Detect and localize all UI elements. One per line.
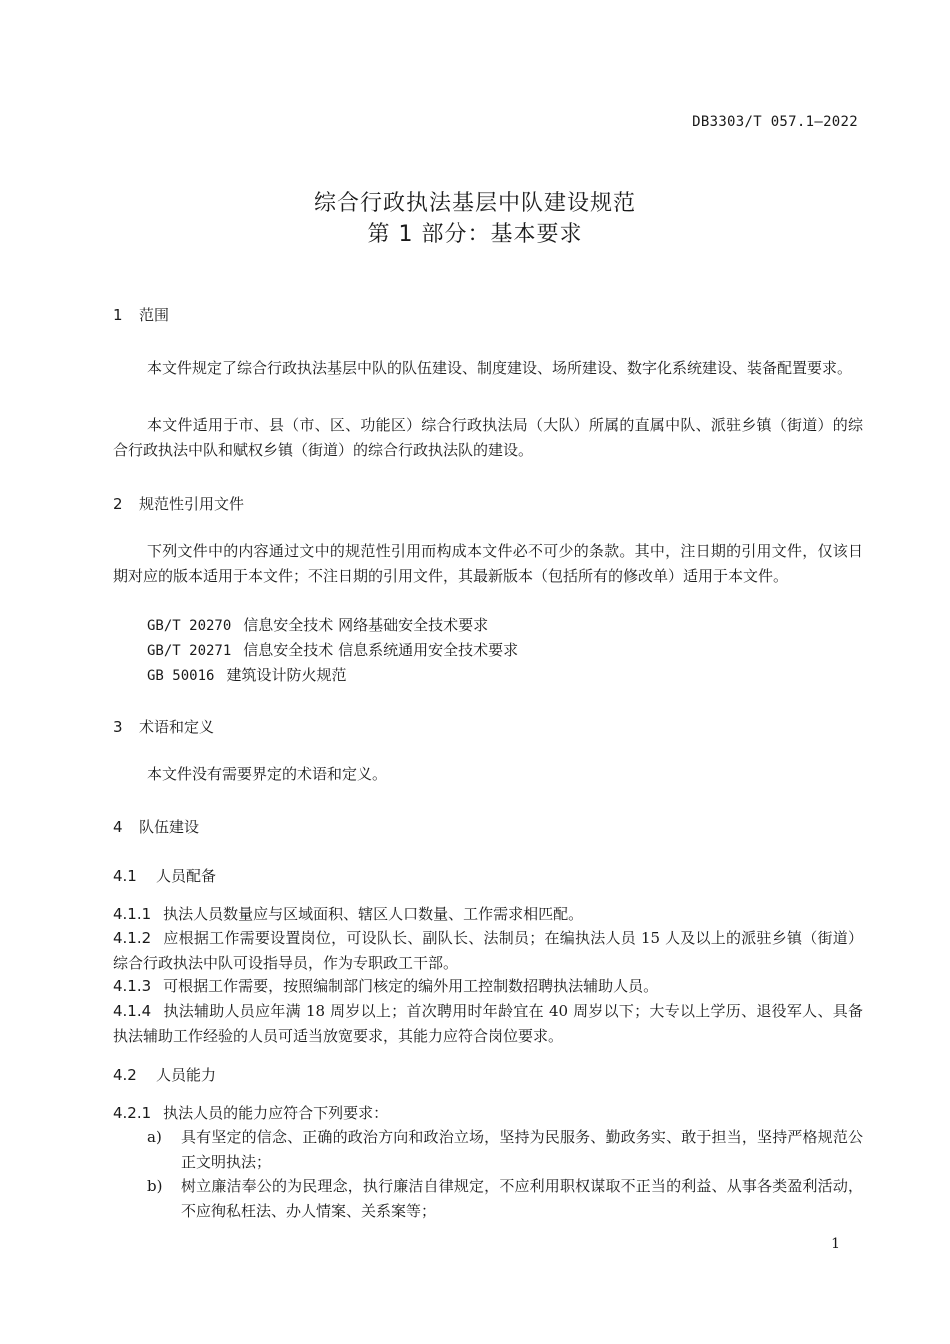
section-title: 术语和定义 bbox=[139, 718, 215, 736]
clause bbox=[113, 1101, 863, 1126]
clause-number: 4.1.3 bbox=[113, 977, 152, 995]
reference-item bbox=[147, 638, 518, 664]
clause-text: 可根据工作需要，按照编制部门核定的编外用工控制数招聘执法辅助人员。 bbox=[163, 977, 659, 995]
section-heading-team bbox=[113, 816, 199, 837]
list-item-text: 树立廉洁奉公的为民理念，执行廉洁自律规定，不应利用职权谋取不正当的利益、从事各类盈利活动，不应徇私枉法、办人情案、关系案等； bbox=[181, 1177, 863, 1220]
subsection-title: 人员配备 bbox=[156, 867, 217, 885]
section-number: 3 bbox=[113, 718, 123, 736]
clause bbox=[113, 902, 863, 927]
list-item bbox=[147, 1174, 863, 1224]
standard-number: DB3303/T 057.1—2022 bbox=[692, 114, 858, 130]
section-title: 规范性引用文件 bbox=[139, 495, 245, 513]
section-number: 2 bbox=[113, 495, 123, 513]
list-item-text: 具有坚定的信念、正确的政治方向和政治立场，坚持为民服务、勤政务实、敢于担当，坚持严格规范公正文明执法； bbox=[181, 1128, 863, 1171]
clause bbox=[113, 926, 863, 976]
section-title: 队伍建设 bbox=[139, 818, 200, 836]
document-title: 综合行政执法基层中队建设规范 bbox=[313, 191, 636, 216]
document-subtitle: 第 1 部分：基本要求 bbox=[367, 222, 583, 247]
section-heading-terms bbox=[113, 716, 214, 737]
subsection-number: 4.1 bbox=[113, 867, 137, 885]
clause-text: 执法人员的能力应符合下列要求： bbox=[163, 1104, 389, 1122]
reference-code: GB/T 20270 bbox=[147, 618, 232, 634]
clause-text: 执法人员数量应与区域面积、辖区人口数量、工作需求相匹配。 bbox=[163, 905, 584, 923]
paragraph: 本文件适用于市、县（市、区、功能区）综合行政执法局（大队）所属的直属中队、派驻乡镇（街道）的综合行政执法中队和赋权乡镇（街道）的综合行政执法队的建设。 bbox=[113, 416, 863, 459]
clause-number: 4.1.4 bbox=[113, 1002, 152, 1020]
clause bbox=[113, 974, 863, 999]
clause-number: 4.2.1 bbox=[113, 1104, 152, 1122]
reference-title: 建筑设计防火规范 bbox=[226, 666, 347, 684]
list-item-label: a) bbox=[147, 1128, 162, 1146]
clause-text: 执法辅助人员应年满 18 周岁以上；首次聘用时年龄宜在 40 周岁以下；大专以上学历、退役军人、具备执法辅助工作经验的人员可适当放宽要求，其能力应符合岗位要求。 bbox=[113, 1002, 863, 1045]
page-number: 1 bbox=[831, 1236, 840, 1252]
clause-number: 4.1.2 bbox=[113, 929, 152, 947]
section-heading-scope bbox=[113, 304, 169, 325]
section-heading-references bbox=[113, 493, 244, 514]
reference-code: GB/T 20271 bbox=[147, 643, 232, 659]
reference-title: 信息安全技术 网络基础安全技术要求 bbox=[243, 616, 489, 634]
subsection-heading-ability bbox=[113, 1064, 216, 1085]
subsection-number: 4.2 bbox=[113, 1066, 137, 1084]
subsection-heading-staffing bbox=[113, 865, 216, 886]
section-number: 1 bbox=[113, 306, 123, 324]
reference-item bbox=[147, 613, 488, 639]
paragraph: 下列文件中的内容通过文中的规范性引用而构成本文件必不可少的条款。其中，注日期的引用文件，仅该日期对应的版本适用于本文件；不注日期的引用文件，其最新版本（包括所有的修改单）适用于本文件。 bbox=[113, 542, 863, 585]
paragraph: 本文件规定了综合行政执法基层中队的队伍建设、制度建设、场所建设、数字化系统建设、装备配置要求。 bbox=[147, 359, 853, 377]
clause-text: 应根据工作需要设置岗位，可设队长、副队长、法制员；在编执法人员 15 人及以上的派驻乡镇（街道）综合行政执法中队可设指导员，作为专职政工干部。 bbox=[113, 929, 863, 972]
list-item bbox=[147, 1125, 863, 1175]
list-item-label: b) bbox=[147, 1177, 163, 1195]
clause-number: 4.1.1 bbox=[113, 905, 152, 923]
clause bbox=[113, 999, 863, 1049]
paragraph: 本文件没有需要界定的术语和定义。 bbox=[147, 765, 388, 783]
reference-title: 信息安全技术 信息系统通用安全技术要求 bbox=[243, 641, 519, 659]
section-title: 范围 bbox=[139, 306, 170, 324]
reference-item bbox=[147, 663, 346, 689]
subsection-title: 人员能力 bbox=[156, 1066, 217, 1084]
section-number: 4 bbox=[113, 818, 123, 836]
reference-code: GB 50016 bbox=[147, 668, 215, 684]
